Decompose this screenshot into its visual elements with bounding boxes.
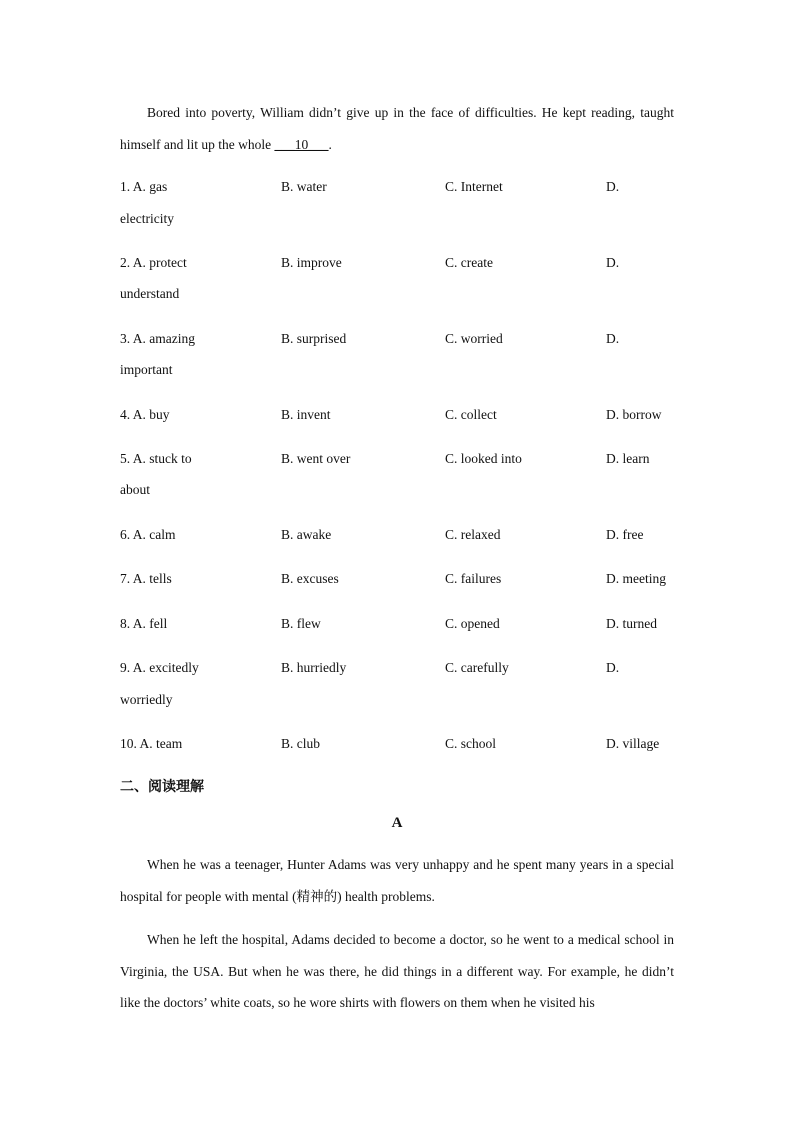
option-d-continued: understand [120,286,180,301]
option-c: C. looked into [445,451,522,466]
option-b: B. went over [281,451,351,466]
intro-paragraph [120,97,674,160]
blank-10: ___10___ [274,136,329,152]
option-b: B. improve [281,255,342,270]
question-row-3 [0,331,794,351]
option-c: C. create [445,255,493,270]
option-d-continued: worriedly [120,692,173,707]
option-d: D. free [606,527,644,542]
option-b: B. awake [281,527,332,542]
option-a: 1. A. gas [120,179,168,194]
option-c: C. collect [445,407,497,422]
option-a: 2. A. protect [120,255,187,270]
option-a: 4. A. buy [120,407,170,422]
question-row-1 [0,179,794,199]
option-b: B. excuses [281,571,339,586]
option-a: 3. A. amazing [120,331,195,346]
option-c: C. carefully [445,660,509,675]
option-d-continued: electricity [120,211,174,226]
option-d: D. learn [606,451,650,466]
option-b: B. flew [281,616,321,631]
passage-title: A [391,815,403,831]
question-row-8 [0,616,794,636]
option-a: 9. A. excitedly [120,660,199,675]
option-d: D. village [606,736,660,751]
option-a: 7. A. tells [120,571,172,586]
option-c: C. school [445,736,497,751]
option-c: C. relaxed [445,527,501,542]
option-b: B. water [281,179,327,194]
option-d: D. turned [606,616,657,631]
option-d: D. meeting [606,571,666,586]
option-a: 10. A. team [120,736,183,751]
option-b: B. club [281,736,320,751]
option-a: 8. A. fell [120,616,168,631]
question-row-6 [0,527,794,547]
option-d: D. borrow [606,407,662,422]
intro-end: . [328,136,332,152]
option-c: C. Internet [445,179,503,194]
question-row-9 [0,660,794,680]
option-d: D. [606,660,620,675]
option-d-continued: about [120,482,150,497]
option-c: C. failures [445,571,502,586]
option-b: B. surprised [281,331,347,346]
option-c: C. opened [445,616,500,631]
passage-paragraph-1: When he was a teenager, Hunter Adams was very unhappy and he spent many years in a special hospital for people with mental (精神的) health problems. [120,857,674,904]
intro-text: Bored into poverty, William didn’t give up in the face of difficulties. He kept reading, taught himself and lit up the whole [120,105,674,152]
option-b: B. hurriedly [281,660,347,675]
question-row-4 [0,407,794,427]
question-row-2 [0,255,794,275]
option-b: B. invent [281,407,331,422]
question-row-5 [0,451,794,471]
option-d-continued: important [120,362,173,377]
option-a: 6. A. calm [120,527,176,542]
question-row-7 [0,571,794,591]
option-d: D. [606,179,620,194]
section-heading: 二、阅读理解 [120,779,204,795]
option-d: D. [606,255,620,270]
question-row-10 [0,736,794,756]
option-c: C. worried [445,331,503,346]
option-d: D. [606,331,620,346]
option-a: 5. A. stuck to [120,451,192,466]
passage-paragraph-2: When he left the hospital, Adams decided to become a doctor, so he went to a medical school in Virginia, the USA. But when he was there, he did things in a different way. For example, he didn’t like the doctors’ white coats, so he wore shirts with flowers on them when he visited his [120,932,674,1010]
